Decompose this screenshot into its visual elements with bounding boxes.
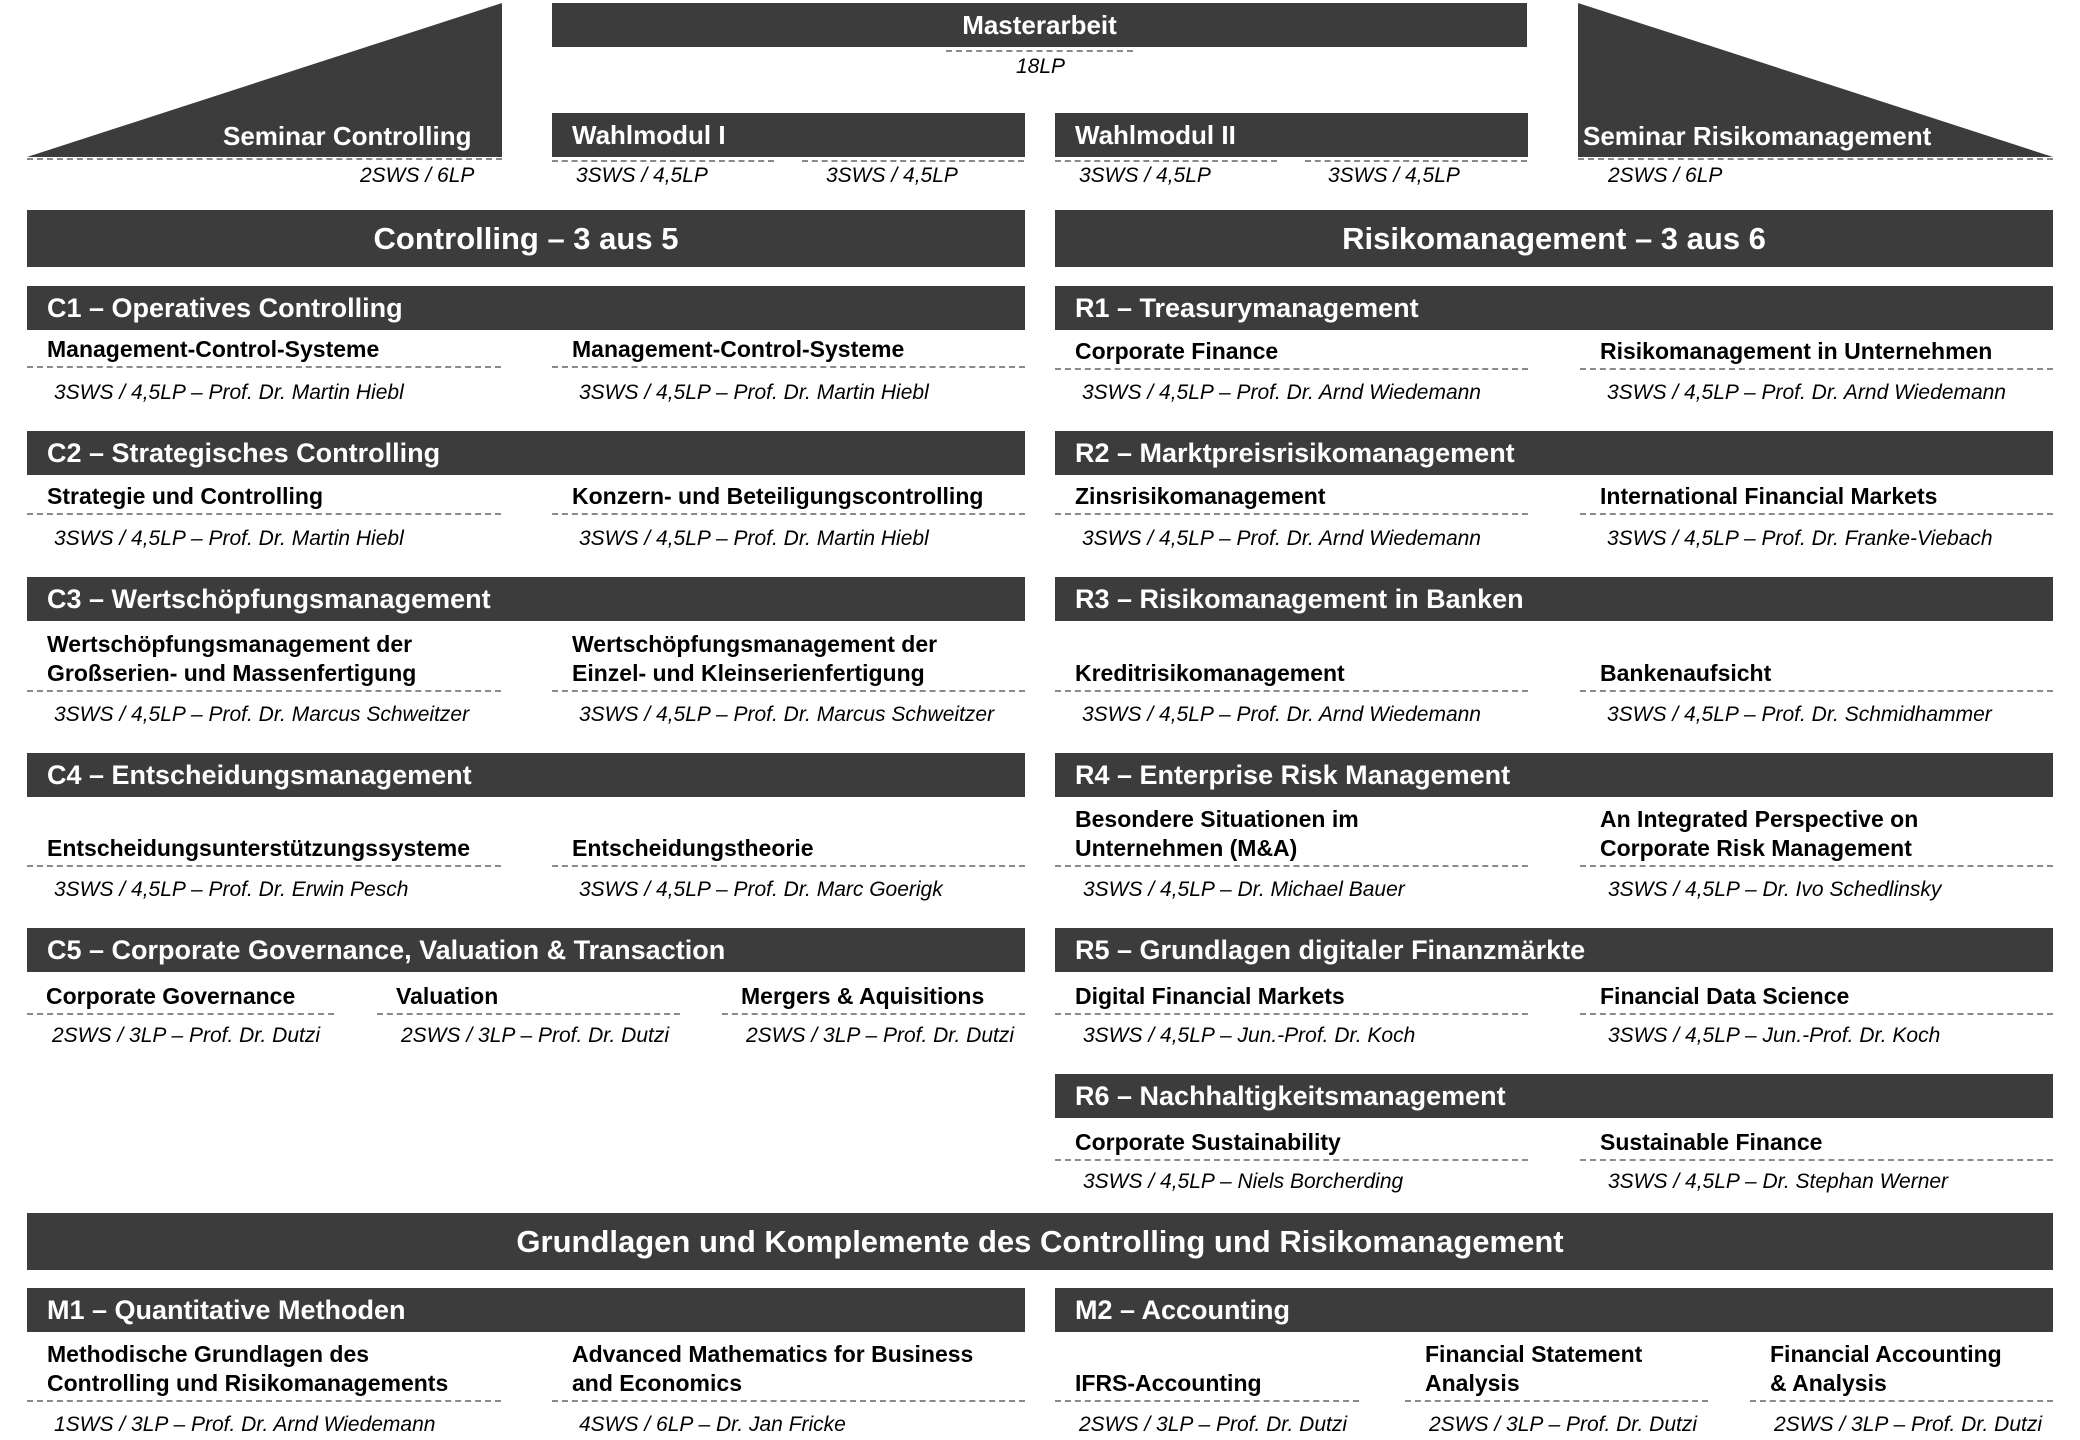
wahlmodul-2-divider-b: [1305, 160, 1527, 162]
module-m2-bar: [1055, 1288, 2053, 1332]
course-c2-2-info: 3SWS / 4,5LP – Prof. Dr. Martin Hiebl: [579, 527, 929, 550]
wahlmodul-2-bar: [1055, 113, 1528, 157]
course-r4-2-info: 3SWS / 4,5LP – Dr. Ivo Schedlinsky: [1608, 878, 1942, 901]
risiko-header-title: Risikomanagement – 3 aus 6: [1342, 220, 1766, 256]
course-r2-2: International Financial Markets: [1580, 475, 2053, 515]
course-r4-2: An Integrated Perspective on Corporate Risk Management: [1580, 800, 2053, 867]
course-m2-1: IFRS-Accounting: [1055, 1362, 1359, 1402]
course-m2-3: Financial Accounting & Analysis: [1750, 1335, 2053, 1402]
module-c1-title: C1 – Operatives Controlling: [47, 292, 403, 323]
wahlmodul-2-title: Wahlmodul II: [1075, 119, 1236, 150]
course-r5-1-info: 3SWS / 4,5LP – Jun.-Prof. Dr. Koch: [1083, 1024, 1416, 1047]
masterarbeit-credits: 18LP: [1016, 55, 1066, 78]
course-r6-1-info: 3SWS / 4,5LP – Niels Borcherding: [1083, 1170, 1404, 1193]
wahlmodul-2-credits-b: 3SWS / 4,5LP: [1328, 164, 1460, 187]
course-c1-1-info: 3SWS / 4,5LP – Prof. Dr. Martin Hiebl: [54, 381, 404, 404]
course-r1-1-info: 3SWS / 4,5LP – Prof. Dr. Arnd Wiedemann: [1082, 381, 1481, 404]
course-m1-2: Advanced Mathematics for Business and Economics: [552, 1335, 1025, 1402]
course-c3-2-info: 3SWS / 4,5LP – Prof. Dr. Marcus Schweitzer: [579, 703, 995, 726]
wahlmodul-1-credits-b: 3SWS / 4,5LP: [826, 164, 958, 187]
module-r3-title: R3 – Risikomanagement in Banken: [1075, 583, 1524, 614]
course-r3-1-info: 3SWS / 4,5LP – Prof. Dr. Arnd Wiedemann: [1082, 703, 1481, 726]
masterarbeit-title: Masterarbeit: [962, 9, 1117, 40]
module-r6-title: R6 – Nachhaltigkeitsmanagement: [1075, 1080, 1506, 1111]
course-c4-1: Entscheidungsunterstützungssysteme: [27, 827, 501, 867]
module-r4-title: R4 – Enterprise Risk Management: [1075, 759, 1511, 790]
risiko-header: [1055, 210, 2053, 267]
course-r3-2-info: 3SWS / 4,5LP – Prof. Dr. Schmidhammer: [1607, 703, 1992, 726]
module-c3-title: C3 – Wertschöpfungsmanagement: [47, 583, 491, 614]
course-r1-2-info: 3SWS / 4,5LP – Prof. Dr. Arnd Wiedemann: [1607, 381, 2006, 404]
course-m1-2-info: 4SWS / 6LP – Dr. Jan Fricke: [579, 1413, 846, 1436]
course-r2-1: Zinsrisikomanagement: [1055, 475, 1528, 515]
module-r2-bar: [1055, 431, 2053, 475]
course-r4-1-info: 3SWS / 4,5LP – Dr. Michael Bauer: [1083, 878, 1405, 901]
course-m1-1: Methodische Grundlagen des Controlling und Risikomanagements: [27, 1335, 501, 1402]
module-r2-title: R2 – Marktpreisrisikomanagement: [1075, 437, 1515, 468]
module-c4-bar: [27, 753, 1025, 797]
course-c1-1: Management-Control-Systeme: [27, 330, 501, 368]
wahlmodul-1-title: Wahlmodul I: [572, 119, 726, 150]
course-r1-2: Risikomanagement in Unternehmen: [1580, 330, 2053, 370]
course-r5-2-info: 3SWS / 4,5LP – Jun.-Prof. Dr. Koch: [1608, 1024, 1941, 1047]
module-r5-bar: [1055, 928, 2053, 972]
course-r2-1-info: 3SWS / 4,5LP – Prof. Dr. Arnd Wiedemann: [1082, 527, 1481, 550]
seminar-controlling-divider: [27, 158, 502, 160]
seminar-controlling-title: Seminar Controlling: [223, 121, 472, 151]
course-c2-2: Konzern- und Beteiligungscontrolling: [552, 475, 1025, 515]
wahlmodul-1-bar: [552, 113, 1025, 157]
wahlmodul-1-divider-b: [802, 160, 1024, 162]
course-c2-1-info: 3SWS / 4,5LP – Prof. Dr. Martin Hiebl: [54, 527, 404, 550]
course-m2-3-info: 2SWS / 3LP – Prof. Dr. Dutzi: [1774, 1413, 2043, 1436]
course-m2-2-info: 2SWS / 3LP – Prof. Dr. Dutzi: [1429, 1413, 1698, 1436]
module-r6-bar: [1055, 1074, 2053, 1118]
module-r5-title: R5 – Grundlagen digitaler Finanzmärkte: [1075, 934, 1586, 965]
masterarbeit-divider: [946, 50, 1133, 52]
course-c4-1-info: 3SWS / 4,5LP – Prof. Dr. Erwin Pesch: [54, 878, 409, 901]
course-m1-1-info: 1SWS / 3LP – Prof. Dr. Arnd Wiedemann: [54, 1413, 436, 1436]
module-r1-bar: [1055, 286, 2053, 330]
module-c2-title: C2 – Strategisches Controlling: [47, 437, 441, 468]
course-c1-2-info: 3SWS / 4,5LP – Prof. Dr. Martin Hiebl: [579, 381, 929, 404]
course-r6-2: Sustainable Finance: [1580, 1121, 2053, 1161]
seminar-controlling-credits: 2SWS / 6LP: [360, 164, 475, 187]
course-r5-1: Digital Financial Markets: [1055, 975, 1528, 1015]
wahlmodul-1-divider-a: [552, 160, 774, 162]
course-c2-1: Strategie und Controlling: [27, 475, 501, 515]
course-r2-2-info: 3SWS / 4,5LP – Prof. Dr. Franke-Viebach: [1607, 527, 1993, 550]
course-c5-3-info: 2SWS / 3LP – Prof. Dr. Dutzi: [746, 1024, 1015, 1047]
seminar-risiko-divider: [1578, 158, 2053, 160]
course-c1-2: Management-Control-Systeme: [552, 330, 1025, 368]
course-c5-3: Mergers & Aquisitions: [722, 975, 1025, 1015]
grundlagen-header: [27, 1213, 2053, 1270]
seminar-risiko-credits: 2SWS / 6LP: [1608, 164, 1723, 187]
controlling-header-title: Controlling – 3 aus 5: [373, 220, 679, 256]
wahlmodul-2-credits-a: 3SWS / 4,5LP: [1079, 164, 1211, 187]
seminar-risiko-title: Seminar Risikomanagement: [1583, 121, 1932, 151]
module-c4-title: C4 – Entscheidungsmanagement: [47, 759, 472, 790]
course-c4-2-info: 3SWS / 4,5LP – Prof. Dr. Marc Goerigk: [579, 878, 943, 901]
course-c3-1: Wertschöpfungsmanagement der Großserien- und Massenfertigung: [27, 625, 501, 692]
module-c2-bar: [27, 431, 1025, 475]
masterarbeit-bar: [552, 3, 1527, 47]
course-c5-1-info: 2SWS / 3LP – Prof. Dr. Dutzi: [52, 1024, 321, 1047]
course-r4-1: Besondere Situationen im Unternehmen (M&A): [1055, 800, 1528, 867]
course-c4-2: Entscheidungstheorie: [552, 827, 1025, 867]
course-c5-2: Valuation: [377, 975, 680, 1015]
module-c1-bar: [27, 286, 1025, 330]
course-r3-1: Kreditrisikomanagement: [1055, 652, 1528, 692]
course-r3-2: Bankenaufsicht: [1580, 652, 2053, 692]
controlling-header: [27, 210, 1025, 267]
course-c5-1: Corporate Governance: [27, 975, 334, 1015]
module-c5-bar: [27, 928, 1025, 972]
module-m1-bar: [27, 1288, 1025, 1332]
module-c3-bar: [27, 577, 1025, 621]
module-r1-title: R1 – Treasurymanagement: [1075, 292, 1419, 323]
module-m1-title: M1 – Quantitative Methoden: [47, 1294, 406, 1325]
course-c5-2-info: 2SWS / 3LP – Prof. Dr. Dutzi: [401, 1024, 670, 1047]
course-c3-1-info: 3SWS / 4,5LP – Prof. Dr. Marcus Schweitzer: [54, 703, 470, 726]
wahlmodul-2-divider-a: [1055, 160, 1277, 162]
module-r3-bar: [1055, 577, 2053, 621]
module-m2-title: M2 – Accounting: [1075, 1294, 1291, 1325]
grundlagen-header-title: Grundlagen und Komplemente des Controlling und Risikomanagement: [516, 1223, 1564, 1259]
course-r1-1: Corporate Finance: [1055, 330, 1528, 370]
course-r5-2: Financial Data Science: [1580, 975, 2053, 1015]
course-r6-2-info: 3SWS / 4,5LP – Dr. Stephan Werner: [1608, 1170, 1949, 1193]
course-m2-2: Financial Statement Analysis: [1405, 1335, 1708, 1402]
course-c3-2: Wertschöpfungsmanagement der Einzel- und Kleinserienfertigung: [552, 625, 1025, 692]
course-r6-1: Corporate Sustainability: [1055, 1121, 1528, 1161]
wahlmodul-1-credits-a: 3SWS / 4,5LP: [576, 164, 708, 187]
module-c5-title: C5 – Corporate Governance, Valuation & Transaction: [47, 934, 726, 965]
module-r4-bar: [1055, 753, 2053, 797]
course-m2-1-info: 2SWS / 3LP – Prof. Dr. Dutzi: [1079, 1413, 1348, 1436]
